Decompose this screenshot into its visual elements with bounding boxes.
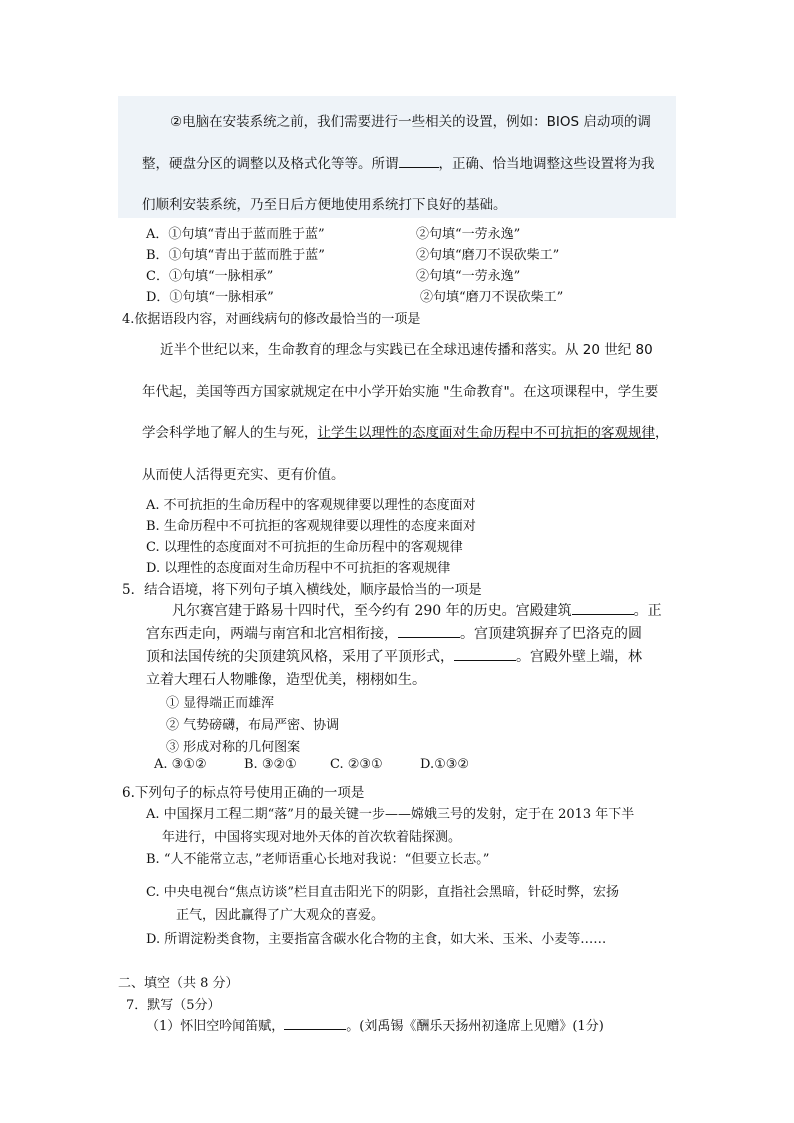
q3-option-c-right: ②句填“一劳永逸” <box>416 269 521 284</box>
q3-option-c-left: C．①句填“一脉相承” <box>146 269 274 284</box>
q4-option-b: B. 生命历程中不可抗拒的客观规律要以理性的态度来面对 <box>146 519 476 534</box>
underlined-sentence: 让学生以理性的态度面对生命历程中不可抗拒的客观规律 <box>317 425 655 441</box>
q3-option-b-right: ②句填“磨刀不误砍柴工” <box>416 248 560 263</box>
q3-option-a-right: ②句填“一劳永逸” <box>416 227 521 242</box>
section-heading: 二、填空（共 8 分） <box>118 976 239 991</box>
q4-option-a: A. 不可抗拒的生命历程中的客观规律要以理性的态度面对 <box>146 498 476 513</box>
q6-stem: 6.下列句子的标点符号使用正确的一项是 <box>122 785 365 801</box>
fill-blank <box>284 1016 346 1030</box>
q5-stem: 5．结合语境，将下列句子填入横线处，顺序最恰当的一项是 <box>122 582 482 598</box>
q4-passage-line-2: 年代起，美国等西方国家就规定在中小学开始实施 "生命教育"。在这项课程中，学生要 <box>142 384 659 400</box>
q6-option-c-line-1: C. 中央电视台“焦点访谈”栏目直击阳光下的阴影，直指社会黑暗，针砭时弊，宏扬 <box>146 885 620 900</box>
q7-stem: 7．默写（5分） <box>126 998 221 1013</box>
q5-item-1: ① 显得端正而雄浑 <box>166 696 275 711</box>
q3-option-d-left: D．①句填“一脉相承” <box>146 290 274 305</box>
q6-option-a-line-1: A. 中国探月工程二期“落”月的最关键一步——嫦娥三号的发射，定于在 2013 年下半 <box>146 807 635 822</box>
q5-option-c: C. ②③① <box>330 757 383 772</box>
fill-blank <box>399 154 439 168</box>
q5-passage-line-4: 立着大理石人物雕像，造型优美，栩栩如生。 <box>146 672 426 688</box>
q4-passage-line-3: 学会科学地了解人的生与死，让学生以理性的态度面对生命历程中不可抗拒的客观规律， <box>142 425 669 441</box>
q5-item-3: ③ 形成对称的几何图案 <box>166 740 301 755</box>
q3-option-a-left: A．①句填“青出于蓝而胜于蓝” <box>146 227 325 242</box>
q5-item-2: ② 气势磅礴，布局严密、协调 <box>166 718 340 733</box>
q6-option-d: D. 所谓淀粉类食物，主要指富含碳水化合物的主食，如大米、玉米、小麦等…… <box>146 932 607 947</box>
passage-line-2: 整，硬盘分区的调整以及格式化等等。所谓 ，正确、恰当地调整这些设置将为我 <box>142 156 655 172</box>
fill-blank <box>398 624 460 638</box>
q5-option-a: A. ③①② <box>154 757 207 772</box>
q4-passage-line-1: 近半个世纪以来，生命教育的理念与实践已在全球迅速传播和落实。从 20 世纪 80 <box>160 342 653 358</box>
q4-stem: 4.依据语段内容，对画线病句的修改最恰当的一项是 <box>122 312 421 327</box>
q4-option-d: D. 以理性的态度面对生命历程中不可抗拒的客观规律 <box>146 561 451 576</box>
q6-option-a-line-2: 年进行，中国将实现对地外天体的首次软着陆探测。 <box>162 830 462 845</box>
passage-line-1: ②电脑在安装系统之前，我们需要进行一些相关的设置，例如：BIOS 启动项的调 <box>170 114 651 130</box>
q5-passage-line-2: 宫东西走向，两端与南宫和北宫相衔接， 。宫顶建筑摒弃了巴洛克的圆 <box>146 626 642 642</box>
fill-blank <box>572 601 634 615</box>
q3-option-d-right: ②句填“磨刀不误砍柴工” <box>420 290 564 305</box>
q6-option-b: B. “人不能常立志，”老师语重心长地对我说：“但要立长志。” <box>146 852 490 867</box>
q6-option-c-line-2: 正气，因此赢得了广大观众的喜爱。 <box>176 908 385 923</box>
q5-option-d: D.①③② <box>420 757 470 772</box>
q7-item-1: （1）怀旧空吟闻笛赋， 。(刘禹锡《酬乐天扬州初逢席上见赠》(1分) <box>146 1015 604 1034</box>
q3-option-b-left: B．①句填“青出于蓝而胜于蓝” <box>146 248 325 263</box>
q5-option-b: B. ③②① <box>244 757 297 772</box>
passage-line-3: 们顺利安装系统，乃至日后方便地使用系统打下良好的基础。 <box>142 197 507 213</box>
q4-option-c: C. 以理性的态度面对不可抗拒的生命历程中的客观规律 <box>146 540 463 555</box>
q4-passage-line-4: 从而使人活得更充实、更有价值。 <box>142 467 345 483</box>
q5-passage-line-3: 顶和法国传统的尖顶建筑风格，采用了平顶形式， 。宫殿外壁上端，林 <box>146 649 642 665</box>
q5-passage-line-1: 凡尔赛宫建于路易十四时代，至今约有 290 年的历史。宫殿建筑 。正 <box>172 603 662 619</box>
fill-blank <box>454 647 516 661</box>
